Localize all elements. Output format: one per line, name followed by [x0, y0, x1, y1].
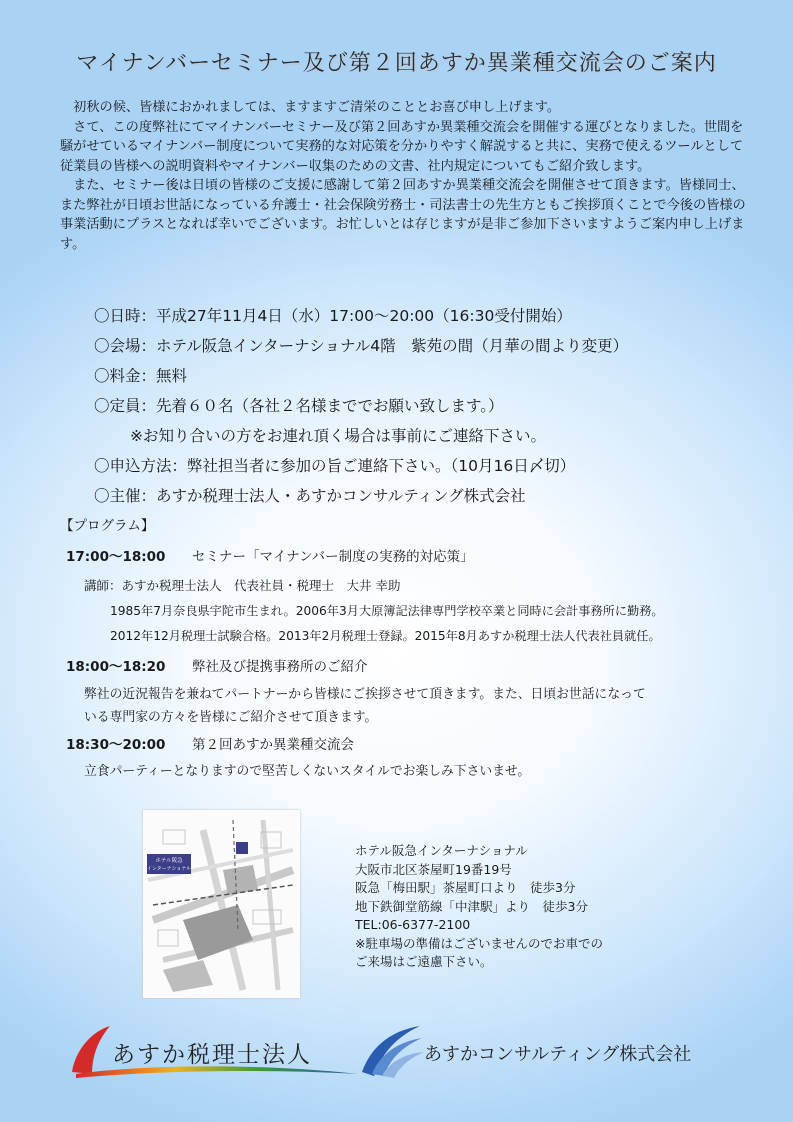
hotel-name: ホテル阪急インターナショナル — [355, 843, 528, 858]
event-details — [94, 301, 628, 511]
map-drawing — [143, 810, 300, 998]
intro-paragraph: 初秋の候、皆様におかれましては、ますますご清栄のこととお喜び申し上げます。 — [60, 100, 561, 115]
parking-note: ご来場はご遠慮下さい。 — [355, 954, 493, 969]
session-title: 弊社及び提携事務所のご紹介 — [192, 659, 368, 675]
intro-paragraph: さて、この度弊社にてマイナンバーセミナー及び第２回あすか異業種交流会を開催する運びとなりました。世間を騒がせているマイナンバー制度について実務的な対応策を分かりやすく解説すると共に、実務で使えるツールとして従業員の皆様への説明資料やマイナンバー収集のための文書、社内規定についてもご紹介致します。 — [60, 119, 744, 174]
intro-paragraph: また、セミナー後は日頃の皆様のご支援に感謝して第２回あすか異業種交流会を開催させて頂きます。皆様同士、また弊社が日頃お世話になっている弁護士・社会保険労務士・司法書士の先生方ともご挨拶頂くことで今後の皆様の事業活動にプラスとなれば幸いでございます。お忙しいとは存じますが是非ご参加下さいますようご案内申し上げます。 — [60, 178, 746, 252]
lecturer-bio: 2012年12月税理士試験合格。2013年2月税理士登録。2015年8月あすか税理士法人代表社員就任。 — [110, 629, 661, 643]
asuka-tax-logo — [70, 1022, 370, 1082]
detail-datetime: 〇日時：平成27年11月4日（水）17:00～20:00（16:30受付開始） — [94, 307, 572, 325]
program-session-3 — [66, 733, 354, 753]
detail-note: ※お知り合いの方をお連れ頂く場合は事前にご連絡下さい。 — [130, 427, 546, 445]
session-description: いる専門家の方々を皆様にご紹介させて頂きます。 — [84, 710, 378, 725]
access-info — [355, 842, 603, 972]
page-title: マイナンバーセミナー及び第２回あすか異業種交流会のご案内 — [76, 51, 717, 76]
map-label: インターナショナル — [146, 866, 192, 872]
access-map — [143, 810, 300, 998]
hotel-tel: TEL:06-6377-2100 — [355, 917, 471, 932]
company-name-tax: あすか税理士法人 — [112, 1042, 312, 1068]
detail-venue: 〇会場：ホテル阪急インターナショナル4階 紫苑の間（月華の間より変更） — [94, 337, 629, 355]
intro-text — [60, 98, 750, 254]
session-title: セミナー「マイナンバー制度の実務的対応策」 — [192, 549, 474, 565]
hotel-address: 大阪市北区茶屋町19番19号 — [355, 861, 512, 877]
detail-fee: 〇料金：無料 — [94, 367, 188, 385]
session-time: 18:00～18:20 — [66, 659, 166, 675]
lecturer-bio: 1985年7月奈良県宇陀市生まれ。2006年3月大原簿記法律専門学校卒業と同時に会計事務所に勤務。 — [110, 604, 664, 618]
session-description: 弊社の近況報告を兼ねてパートナーから皆様にご挨拶させて頂きます。また、日頃お世話になって — [84, 687, 646, 702]
program-session-1 — [66, 545, 474, 565]
company-name-consulting: あすかコンサルティング株式会社 — [424, 1044, 692, 1065]
asuka-consulting-logo — [358, 1024, 738, 1084]
swoosh-blue-icon — [358, 1024, 428, 1080]
access-route: 地下鉄御堂筋線「中津駅」より 徒歩3分 — [355, 898, 588, 914]
parking-note: ※駐車場の準備はございませんのでお車での — [355, 935, 603, 951]
map-label: ホテル阪急 — [155, 858, 183, 864]
session-description: 立食パーティーとなりますので堅苦しくないスタイルでお楽しみ下さいませ。 — [84, 764, 531, 779]
detail-capacity: 〇定員：先着６０名（各社２名様まででお願い致します。） — [94, 397, 504, 415]
detail-host: 〇主催：あすか税理士法人・あすかコンサルティング株式会社 — [94, 487, 526, 505]
access-route: 阪急「梅田駅」茶屋町口より 徒歩3分 — [355, 880, 576, 895]
session-title: 第２回あすか異業種交流会 — [192, 737, 355, 753]
program-session-2 — [66, 655, 368, 675]
lecturer-line: 講師：あすか税理士法人 代表社員・税理士 大井 幸助 — [84, 578, 401, 593]
detail-apply: 〇申込方法：弊社担当者に参加の旨ご連絡下さい。（10月16日〆切） — [94, 457, 576, 475]
session-time: 18:30～20:00 — [66, 737, 166, 753]
program-heading: 【プログラム】 — [60, 518, 155, 534]
session-time: 17:00～18:00 — [66, 549, 166, 565]
